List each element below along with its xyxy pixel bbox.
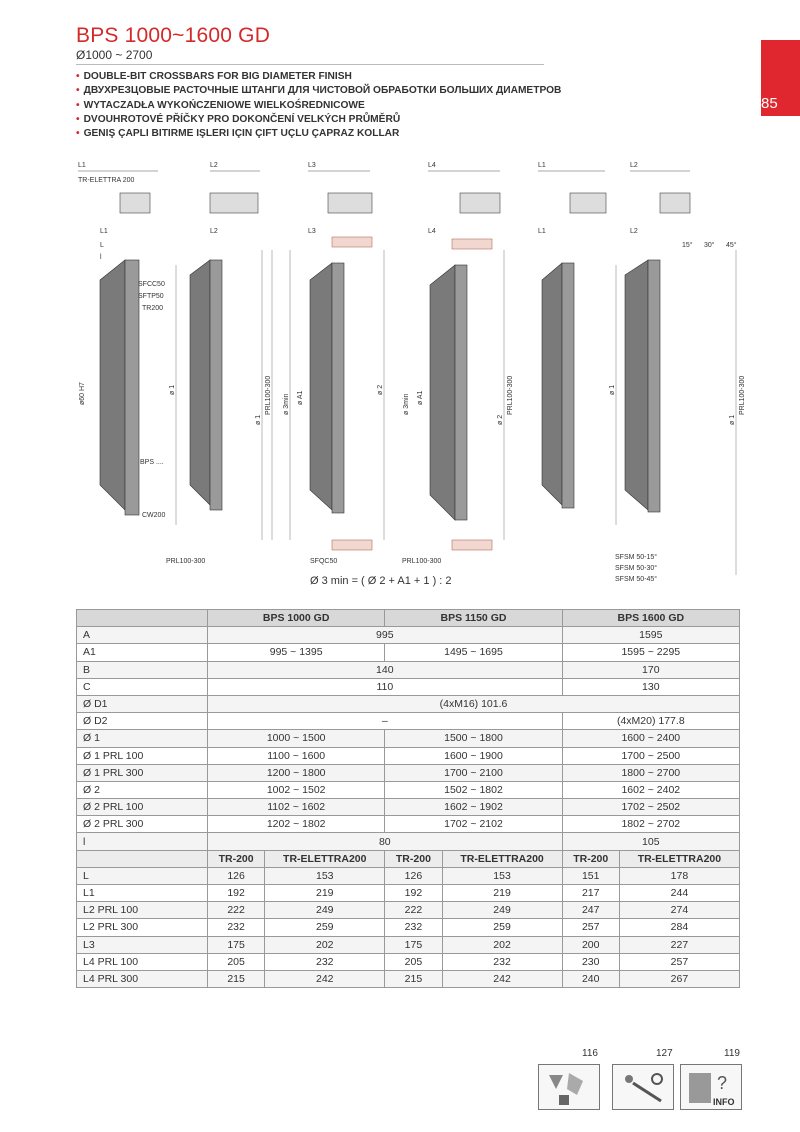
table-cell: 215	[208, 970, 265, 987]
bottom-label: PRL100-300	[166, 558, 206, 565]
dim-phi3min: ø 3min	[283, 393, 290, 415]
bullet-item: • GENIŞ ÇAPLI BITIRME IŞLERI IÇIN ÇIFT UÇLU ÇAPRAZ KOLLAR	[76, 128, 400, 140]
table-cell: 232	[385, 919, 442, 936]
table-cell: 257	[619, 953, 739, 970]
dim-prl: PRL100-300	[739, 375, 746, 415]
table-cell: 1702 ~ 2502	[562, 799, 739, 816]
table-subheader-cell: TR-200	[208, 850, 265, 867]
table-header-cell: BPS 1600 GD	[562, 610, 739, 627]
row-label: L4 PRL 300	[77, 970, 208, 987]
sfsm-label: SFSM 50-45°	[615, 576, 658, 583]
table-cell: (4xM16) 101.6	[208, 695, 740, 712]
table-cell: 1502 ~ 1802	[385, 781, 562, 798]
dim-label: L1	[538, 162, 546, 169]
table-subheader-cell: TR-ELETTRA200	[619, 850, 739, 867]
table-cell: 205	[208, 953, 265, 970]
table-cell: 249	[265, 902, 385, 919]
ref-page: 119	[724, 1048, 740, 1059]
svg-text:?: ?	[717, 1073, 728, 1093]
table-cell: 153	[442, 867, 562, 884]
bullet-item: • DVOUHROTOVÉ PŘÍČKY PRO DOKONČENÍ VELKÝCH PRŮMĚRŮ	[76, 113, 401, 125]
table-cell: 1802 ~ 2702	[562, 816, 739, 833]
angle-label: 15°	[682, 242, 693, 249]
table-cell: 247	[562, 902, 619, 919]
table-row	[77, 695, 740, 712]
table-cell: 1602 ~ 2402	[562, 781, 739, 798]
dim-label: L1	[78, 162, 86, 169]
dim-prl: PRL100-300	[507, 375, 514, 415]
table-subheader-cell: TR-ELETTRA200	[265, 850, 385, 867]
table-subheader-cell: TR-200	[385, 850, 442, 867]
dim-label: L4	[428, 228, 436, 235]
dim-phi2: ø 2	[497, 414, 504, 425]
hatched-workpieces	[332, 237, 492, 550]
table-cell: 230	[562, 953, 619, 970]
left-label: SFCC50	[138, 281, 165, 288]
page-subtitle: Ø1000 ~ 2700	[76, 48, 153, 62]
table-cell: 1100 ~ 1600	[208, 747, 385, 764]
info-icon[interactable]	[680, 1064, 742, 1110]
table-cell: 242	[265, 970, 385, 987]
table-cell: 249	[442, 902, 562, 919]
row-label: Ø D1	[77, 695, 208, 712]
table-cell: 151	[562, 867, 619, 884]
dim-phi2: ø 2	[377, 384, 384, 395]
bottom-label: PRL100-300	[402, 558, 442, 565]
row-label: Ø 1	[77, 730, 208, 747]
table-cell: 175	[208, 936, 265, 953]
table-cell: 257	[562, 919, 619, 936]
table-cell: 1495 ~ 1695	[385, 644, 562, 661]
table-cell: 1002 ~ 1502	[208, 781, 385, 798]
table-subheader-cell	[77, 850, 208, 867]
dim-A1: ø A1	[297, 390, 304, 405]
table-cell: 267	[619, 970, 739, 987]
table-cell: 1800 ~ 2700	[562, 764, 739, 781]
dim-phi60: ø60 H7	[79, 382, 86, 405]
table-cell: (4xM20) 177.8	[562, 713, 739, 730]
table-cell: 222	[208, 902, 265, 919]
cw-label: CW200	[142, 512, 166, 519]
dim-label: L4	[428, 162, 436, 169]
row-label: L2 PRL 100	[77, 902, 208, 919]
dim-label: L2	[210, 162, 218, 169]
table-cell: 1595 ~ 2295	[562, 644, 739, 661]
row-label: A	[77, 627, 208, 644]
table-cell: 200	[562, 936, 619, 953]
table-cell: 240	[562, 970, 619, 987]
table-cell: 192	[208, 885, 265, 902]
label-l: l	[100, 254, 102, 261]
table-row	[77, 781, 740, 798]
dim-A1: ø A1	[417, 390, 424, 405]
row-label: Ø D2	[77, 713, 208, 730]
row-label: L	[77, 867, 208, 884]
table-cell: 170	[562, 661, 739, 678]
dim-phi1: ø 1	[169, 384, 176, 395]
left-label: SFTP50	[138, 293, 164, 300]
table-cell: 284	[619, 919, 739, 936]
table-row	[77, 713, 740, 730]
dim-label: L2	[630, 228, 638, 235]
ref-page: 116	[582, 1048, 598, 1059]
title-rule	[76, 64, 544, 65]
row-label: L3	[77, 936, 208, 953]
table-cell: 1600 ~ 2400	[562, 730, 739, 747]
label-L: L	[100, 242, 104, 249]
table-cell: 259	[265, 919, 385, 936]
table-cell: 110	[208, 678, 563, 695]
table-cell: 140	[208, 661, 563, 678]
row-label: Ø 1 PRL 100	[77, 747, 208, 764]
dim-phi1: ø 1	[255, 414, 262, 425]
table-cell: 192	[385, 885, 442, 902]
row-label: L1	[77, 885, 208, 902]
table-cell: –	[208, 713, 563, 730]
table-cell: 126	[208, 867, 265, 884]
table-row	[77, 730, 740, 747]
table-cell: 274	[619, 902, 739, 919]
sfsm-label: SFSM 50-15°	[615, 554, 658, 561]
table-row	[77, 661, 740, 678]
table-row	[77, 764, 740, 781]
table-cell: 219	[442, 885, 562, 902]
left-label: TR200	[142, 305, 164, 312]
row-label: l	[77, 833, 208, 850]
bullet-list	[76, 70, 561, 141]
table-subheader-cell: TR-200	[562, 850, 619, 867]
table-cell: 217	[562, 885, 619, 902]
tr-label: TR-ELETTRA 200	[78, 177, 135, 184]
table-cell: 244	[619, 885, 739, 902]
table-row	[77, 644, 740, 661]
angle-label: 45°	[726, 242, 737, 249]
page-title: BPS 1000~1600 GD	[76, 24, 271, 47]
dim-phi1: ø 1	[729, 414, 736, 425]
sfsm-label: SFSM 50-30°	[615, 565, 658, 572]
dim-label: L2	[210, 228, 218, 235]
table-cell: 1200 ~ 1800	[208, 764, 385, 781]
table-row	[77, 747, 740, 764]
page-number: 85	[761, 95, 778, 112]
table-cell: 1600 ~ 1900	[385, 747, 562, 764]
table-row	[77, 885, 740, 902]
table-cell: 232	[265, 953, 385, 970]
table-row	[77, 867, 740, 884]
bps-label: BPS ....	[140, 459, 164, 466]
table-cell: 219	[265, 885, 385, 902]
table-cell: 259	[442, 919, 562, 936]
row-label: Ø 1 PRL 300	[77, 764, 208, 781]
table-cell: 222	[385, 902, 442, 919]
table-row	[77, 816, 740, 833]
table-row	[77, 627, 740, 644]
table-cell: 215	[385, 970, 442, 987]
table-cell: 1602 ~ 1902	[385, 799, 562, 816]
tool-heads	[120, 193, 690, 213]
spec-table	[76, 609, 740, 988]
table-cell: 130	[562, 678, 739, 695]
row-label: L2 PRL 300	[77, 919, 208, 936]
table-cell: 232	[442, 953, 562, 970]
tools-icon[interactable]	[612, 1064, 674, 1110]
table-header-cell	[77, 610, 208, 627]
table-cell: 105	[562, 833, 739, 850]
table-cell: 1202 ~ 1802	[208, 816, 385, 833]
formula: Ø 3 min = ( Ø 2 + A1 + 1 ) : 2	[310, 575, 452, 587]
dim-label: L1	[538, 228, 546, 235]
bullet-item: • WYTACZADŁA WYKOŃCZENIOWE WIELKOŚREDNICOWE	[76, 99, 365, 111]
inserts-icon[interactable]	[538, 1064, 600, 1110]
table-cell: 232	[208, 919, 265, 936]
row-label: B	[77, 661, 208, 678]
table-row	[77, 902, 740, 919]
ref-page: 127	[656, 1048, 673, 1059]
dim-label: L1	[100, 228, 108, 235]
row-label: A1	[77, 644, 208, 661]
table-subheader-row	[77, 850, 740, 867]
table-cell: 1700 ~ 2500	[562, 747, 739, 764]
svg-text:INFO: INFO	[713, 1097, 735, 1107]
dim-label: L3	[308, 162, 316, 169]
dim-label: L2	[630, 162, 638, 169]
table-header-cell: BPS 1150 GD	[385, 610, 562, 627]
bullet-item: • DOUBLE-BIT CROSSBARS FOR BIG DIAMETER FINISH	[76, 71, 352, 82]
table-cell: 202	[442, 936, 562, 953]
table-row	[77, 833, 740, 850]
bullet-item: • ДВУХРЕЗЦОВЫЕ РАСТОЧНЫЕ ШТАНГИ ДЛЯ ЧИСТОВОЙ ОБРАБОТКИ БОЛЬШИХ ДИАМЕТРОВ	[76, 85, 562, 97]
dim-prl: PRL100-300	[265, 375, 272, 415]
table-cell: 178	[619, 867, 739, 884]
table-cell: 126	[385, 867, 442, 884]
table-header-row	[77, 610, 740, 627]
table-cell: 202	[265, 936, 385, 953]
table-row	[77, 919, 740, 936]
table-row	[77, 936, 740, 953]
table-cell: 1000 ~ 1500	[208, 730, 385, 747]
table-cell: 175	[385, 936, 442, 953]
table-row	[77, 953, 740, 970]
row-label: L4 PRL 100	[77, 953, 208, 970]
table-cell: 242	[442, 970, 562, 987]
row-label: C	[77, 678, 208, 695]
table-cell: 1700 ~ 2100	[385, 764, 562, 781]
table-cell: 1702 ~ 2102	[385, 816, 562, 833]
table-header-cell: BPS 1000 GD	[208, 610, 385, 627]
table-row	[77, 799, 740, 816]
table-cell: 153	[265, 867, 385, 884]
table-row	[77, 970, 740, 987]
dim-phi1: ø 1	[609, 384, 616, 395]
table-cell: 995 ~ 1395	[208, 644, 385, 661]
table-cell: 995	[208, 627, 563, 644]
row-label: Ø 2	[77, 781, 208, 798]
angle-label: 30°	[704, 242, 715, 249]
table-cell: 80	[208, 833, 563, 850]
row-label: Ø 2 PRL 300	[77, 816, 208, 833]
bottom-label: SFQC50	[310, 558, 338, 565]
table-cell: 227	[619, 936, 739, 953]
table-subheader-cell: TR-ELETTRA200	[442, 850, 562, 867]
row-label: Ø 2 PRL 100	[77, 799, 208, 816]
table-cell: 1102 ~ 1602	[208, 799, 385, 816]
table-cell: 1595	[562, 627, 739, 644]
table-cell: 205	[385, 953, 442, 970]
top-dimension-labels	[78, 162, 638, 184]
dim-phi3min: ø 3min	[403, 393, 410, 415]
table-row	[77, 678, 740, 695]
dim-label: L3	[308, 228, 316, 235]
table-cell: 1500 ~ 1800	[385, 730, 562, 747]
